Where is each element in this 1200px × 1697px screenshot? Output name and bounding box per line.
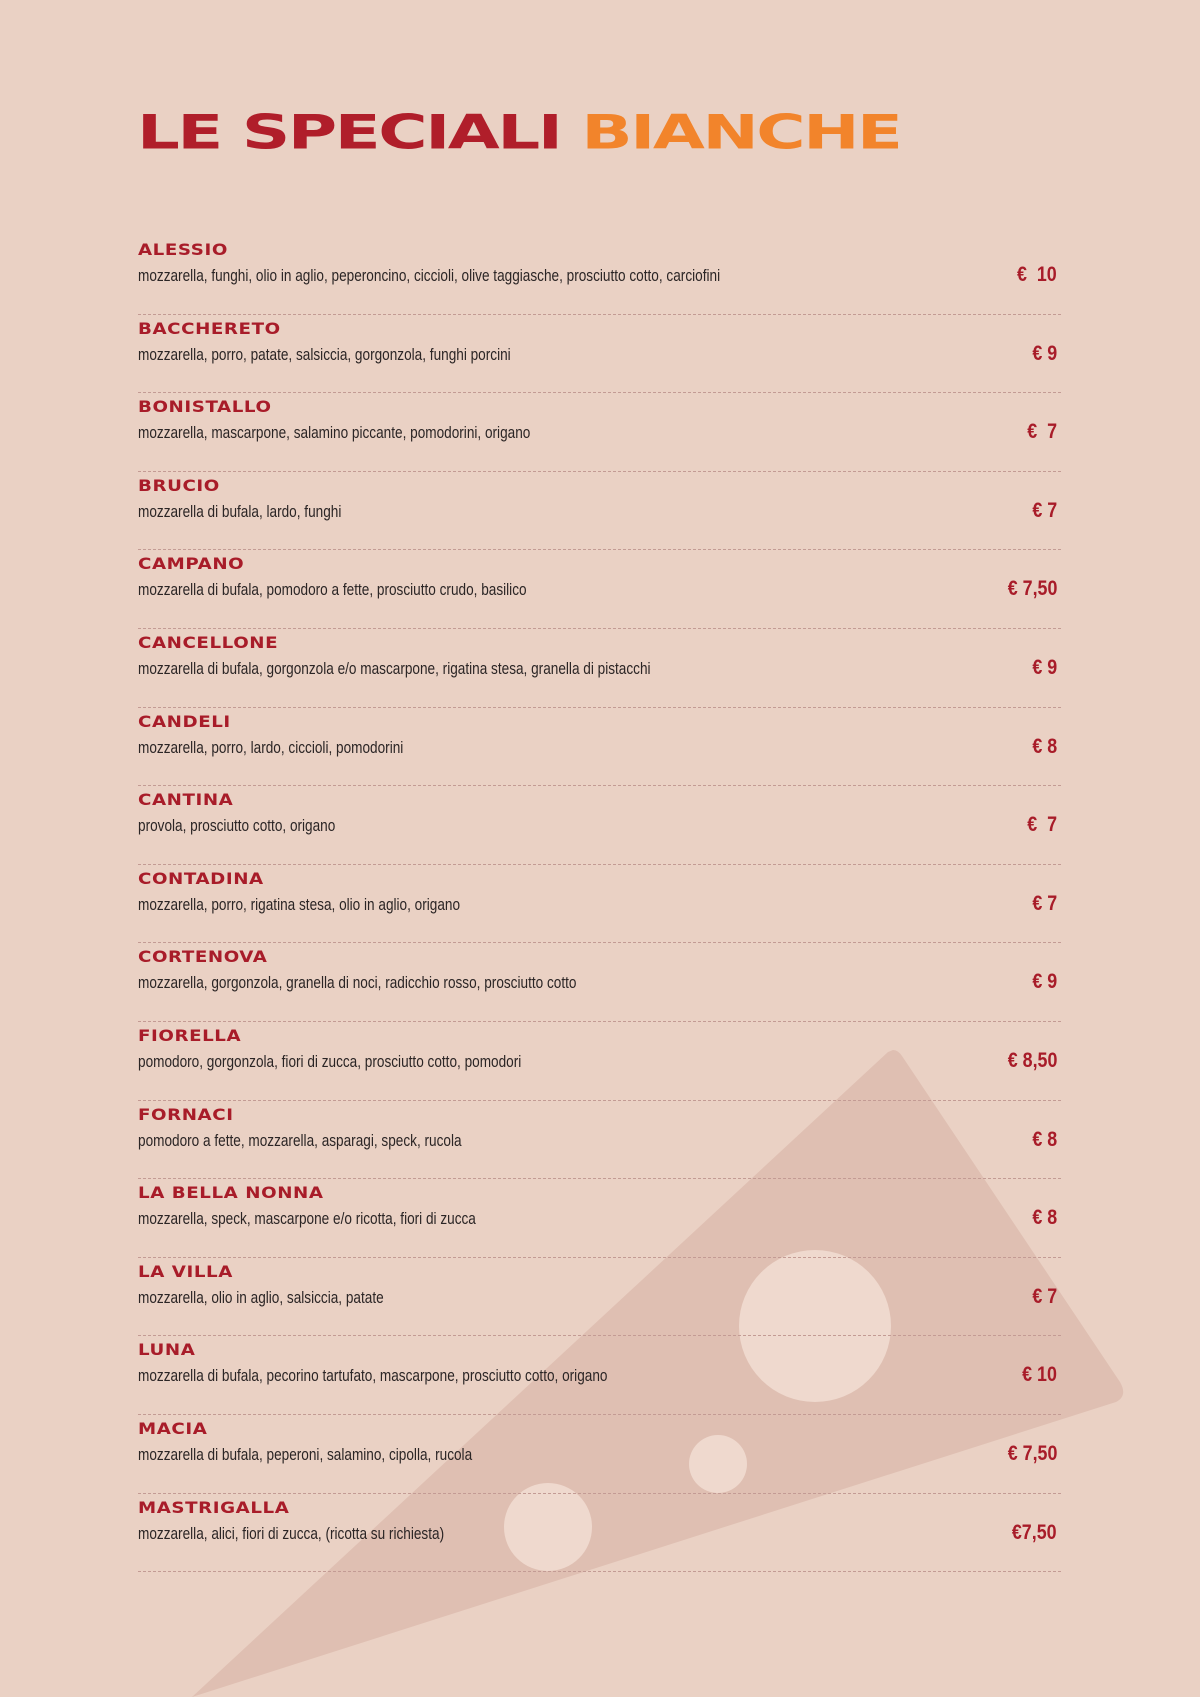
menu-item — [138, 1415, 1061, 1494]
menu-item-description: mozzarella, alici, fiori di zucca, (ricotta su richiesta) — [138, 1523, 445, 1543]
menu-item — [138, 865, 1061, 944]
menu-item-description: mozzarella, porro, patate, salsiccia, gorgonzola, funghi porcini — [138, 344, 511, 364]
menu-item-price: € 8 — [1032, 1206, 1057, 1230]
menu-item-description: mozzarella, olio in aglio, salsiccia, patate — [138, 1287, 384, 1307]
menu-item — [138, 1258, 1061, 1337]
menu-item-description: mozzarella, gorgonzola, granella di noci, radicchio rosso, prosciutto cotto — [138, 973, 577, 993]
menu-item-description: mozzarella di bufala, gorgonzola e/o mascarpone, rigatina stesa, granella di pistacchi — [138, 658, 651, 678]
menu-item — [138, 393, 1061, 472]
menu-item-name: MACIA — [138, 1418, 208, 1438]
menu-item-description: mozzarella di bufala, lardo, funghi — [138, 501, 342, 521]
menu-item-price: € 9 — [1032, 341, 1057, 365]
menu-item-price: € 10 — [1017, 263, 1057, 286]
menu-item — [138, 472, 1061, 551]
menu-item-price: € 8 — [1032, 734, 1057, 758]
menu-item-price: € 7 — [1032, 1284, 1057, 1308]
menu-item-price: €7,50 — [1012, 1520, 1057, 1544]
menu-item-price: € 8,50 — [1007, 1048, 1057, 1072]
menu-item-price: € 9 — [1032, 655, 1057, 679]
menu-item — [138, 1022, 1061, 1101]
menu-item-price: € 8 — [1032, 1127, 1057, 1151]
menu-item — [138, 1336, 1061, 1415]
menu-item-name: CANDELI — [138, 711, 231, 731]
menu-item — [138, 1494, 1061, 1573]
menu-item-name: CANCELLONE — [138, 632, 279, 652]
menu-item — [138, 943, 1061, 1022]
menu-item-description: mozzarella, porro, rigatina stesa, olio in aglio, origano — [138, 894, 461, 914]
menu-item-description: mozzarella, porro, lardo, ciccioli, pomodorini — [138, 737, 404, 757]
menu-item — [138, 1101, 1061, 1180]
menu-item-price: € 9 — [1032, 970, 1057, 994]
menu-item-name: FORNACI — [138, 1104, 234, 1124]
menu-item-name: LA BELLA NONNA — [138, 1183, 324, 1203]
menu-item-name: CANTINA — [138, 790, 234, 810]
menu-item-description: pomodoro a fette, mozzarella, asparagi, speck, rucola — [138, 1130, 462, 1150]
menu-item-name: LUNA — [138, 1340, 196, 1360]
menu-item-description: mozzarella, funghi, olio in aglio, peperoncino, ciccioli, olive taggiasche, prosciutto cotto, carciofini — [138, 266, 721, 285]
menu-item-price: € 7,50 — [1007, 577, 1057, 601]
menu-item-name: LA VILLA — [138, 1261, 233, 1281]
menu-item — [138, 236, 1061, 315]
menu-item — [138, 708, 1061, 787]
menu-item-price: € 7 — [1032, 891, 1057, 915]
menu-item-description: pomodoro, gorgonzola, fiori di zucca, prosciutto cotto, pomodori — [138, 1051, 522, 1071]
menu-item-name: BONISTALLO — [138, 397, 272, 417]
page-title — [137, 103, 901, 163]
menu-item-name: BRUCIO — [138, 475, 220, 495]
menu-item-description: provola, prosciutto cotto, origano — [138, 816, 336, 836]
menu-item-price: € 7 — [1032, 498, 1057, 522]
title-word-bianche: BIANCHE — [581, 104, 901, 161]
menu-item-price: € 7 — [1027, 420, 1057, 444]
menu-item-name: MASTRIGALLA — [138, 1497, 290, 1517]
menu-item — [138, 1179, 1061, 1258]
title-word-speciali: LE SPECIALI — [137, 104, 561, 161]
menu-item-description: mozzarella di bufala, pecorino tartufato, mascarpone, prosciutto cotto, origano — [138, 1366, 608, 1386]
menu-item-price: € 7 — [1027, 813, 1057, 837]
menu-item-name: CAMPANO — [138, 554, 245, 574]
menu-item — [138, 629, 1061, 708]
menu-item — [138, 550, 1061, 629]
menu-item-description: mozzarella, speck, mascarpone e/o ricotta, fiori di zucca — [138, 1209, 476, 1229]
menu-item-description: mozzarella di bufala, peperoni, salamino, cipolla, rucola — [138, 1444, 473, 1464]
menu-item — [138, 786, 1061, 865]
menu-item-name: ALESSIO — [138, 240, 228, 259]
menu-item-name: CORTENOVA — [138, 947, 268, 967]
menu-item-price: € 7,50 — [1007, 1441, 1057, 1465]
menu-item — [138, 315, 1061, 394]
menu-item-name: FIORELLA — [138, 1025, 242, 1045]
menu-item-price: € 10 — [1022, 1363, 1057, 1387]
menu-item-description: mozzarella di bufala, pomodoro a fette, prosciutto crudo, basilico — [138, 580, 527, 600]
menu-item-description: mozzarella, mascarpone, salamino piccante, pomodorini, origano — [138, 423, 531, 443]
menu-item-name: CONTADINA — [138, 868, 264, 888]
menu-list — [138, 236, 1061, 1572]
menu-item-name: BACCHERETO — [138, 318, 281, 338]
